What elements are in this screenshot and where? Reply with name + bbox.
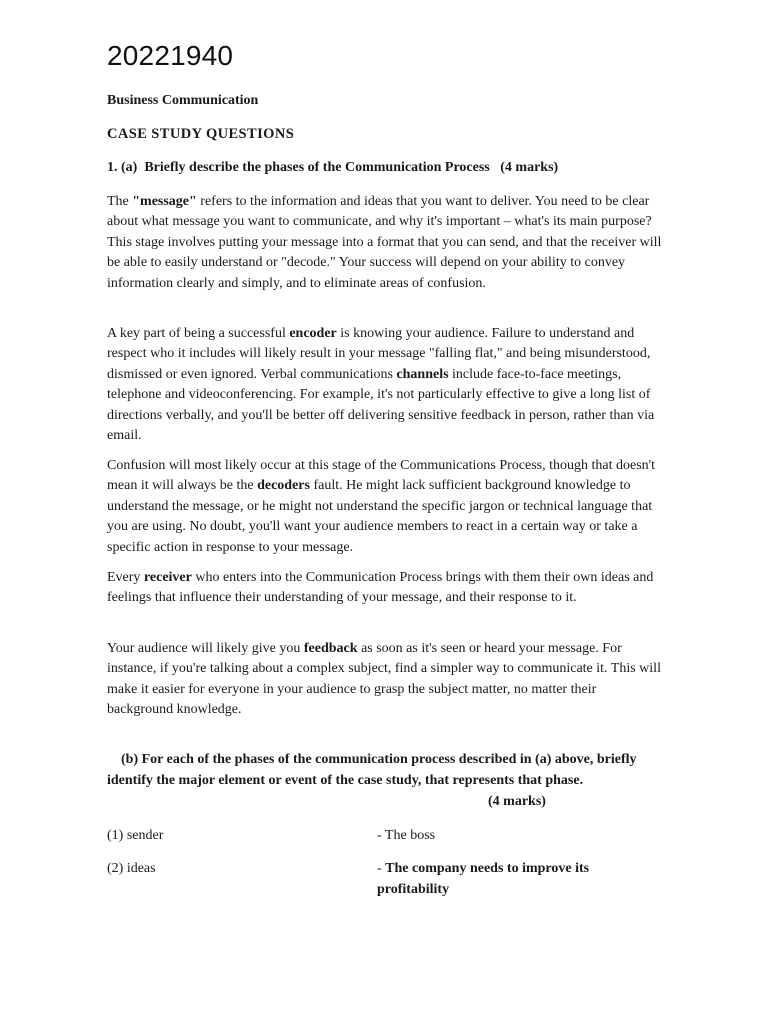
question-1b <box>107 749 663 809</box>
paragraph-feedback: Your audience will likely give you feedback as soon as it's seen or heard your message. For instance, if you're talking about a complex subject, find a simpler way to communicate it. This will make it easier for everyone in your audience to grasp the subject matter, no matter their background knowledge. <box>107 641 661 718</box>
question-1a-marks: (4 marks) <box>500 160 559 175</box>
answer-element: - The boss <box>377 828 436 843</box>
question-1a <box>107 160 558 176</box>
subject-heading: Business Communication <box>107 93 259 108</box>
term-message: "message" <box>132 194 197 209</box>
answer-phase: (1) sender <box>107 828 164 843</box>
paragraph-encoder: A key part of being a successful encoder is knowing your audience. Failure to understand and respect who it includes will likely result in your message "falling flat," and being misunderstood, dismissed or even ignored. Verbal communications channels include face-to-face meetings, telephone and videoconferencing. For example, it's not particularly effective to give a long list of directions verbally, and you'll be better off delivering sensitive feedback in person, rather than via email. <box>107 326 655 444</box>
question-1b-marks: (4 marks) <box>488 794 546 809</box>
question-1a-text: Briefly describe the phases of the Communication Process <box>144 160 490 175</box>
term-receiver: receiver <box>143 570 192 585</box>
paragraph-decoder: Confusion will most likely occur at this stage of the Communications Process, though that doesn't mean it will always be the decoders fault. He might lack sufficient background knowledge to understand the message, or he might not understand the specific jargon or technical language that you are using. No doubt, you'll want your audience members to react in a certain way or take a specific action in response to your message. <box>107 458 656 555</box>
paragraph-message: The "message" refers to the information and ideas that you want to deliver. You need to be clear about what message you want to communicate, and why it's important – what's its main purpose? This stage involves putting your message into a format that you can send, and that the receiver will be able to easily understand or "decode." Your success will depend on your ability to convey information clearly and simply, and to eliminate areas of confusion. <box>107 194 662 291</box>
answer-element: - The company needs to improve its profitability <box>377 861 590 897</box>
term-decoders: decoders <box>257 478 310 494</box>
document-id: 20221940 <box>107 40 234 71</box>
term-encoder: encoder <box>289 326 337 341</box>
paragraph-receiver: Every receiver who enters into the Communication Process brings with them their own ideas and feelings that influence their understanding of your message, and their response to it. <box>107 570 654 606</box>
term-feedback: feedback <box>303 641 358 656</box>
section-title: CASE STUDY QUESTIONS <box>107 126 295 142</box>
question-1a-number: 1. (a) <box>107 160 138 175</box>
answer-phase: (2) ideas <box>107 861 156 876</box>
question-1b-text: For each of the phases of the communication process described in (a) above, briefly identify the major element or event of the case study, that represents that phase. <box>107 752 637 788</box>
question-1b-number: (b) <box>121 752 139 767</box>
term-channels: channels <box>396 366 449 382</box>
